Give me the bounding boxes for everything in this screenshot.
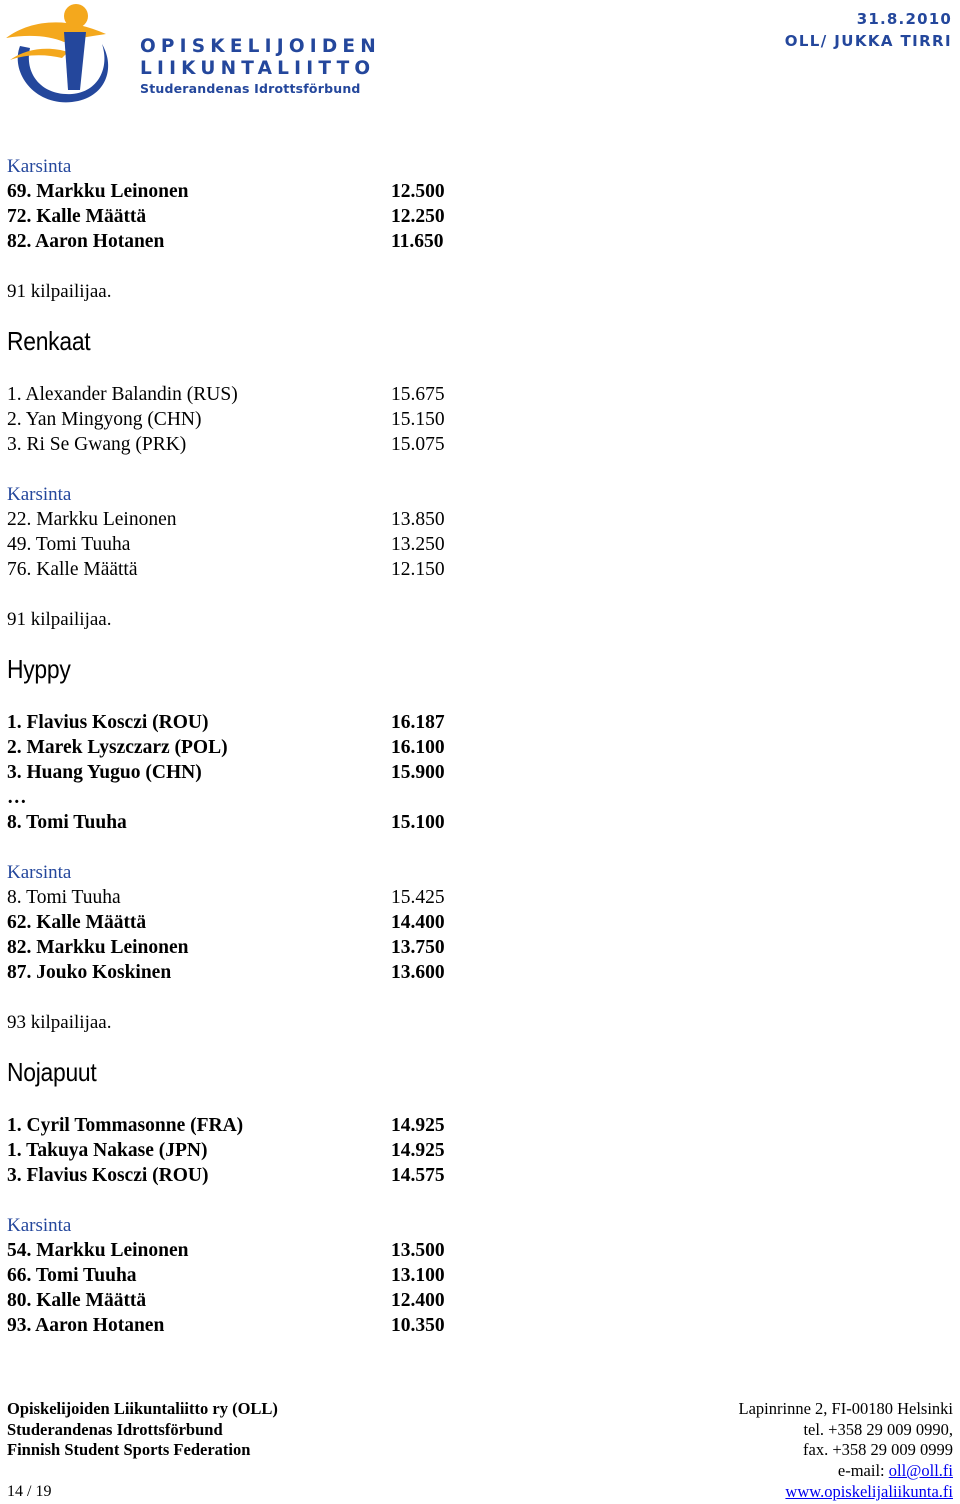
section-nojapuut: [7, 1058, 467, 1338]
result-row: 3. Flavius Kosczi (ROU) 14.575: [7, 1165, 445, 1186]
qualifying-label: Karsinta: [7, 1215, 72, 1236]
result-row: 8. Tomi Tuuha 15.425: [7, 887, 445, 908]
result-row: 1. Cyril Tommasonne (FRA) 14.925: [7, 1115, 445, 1136]
section-title: Hyppy: [7, 654, 71, 684]
section-previous: [7, 154, 467, 304]
qualifying-label: Karsinta: [7, 862, 72, 883]
oll-logo: [6, 2, 381, 106]
header-author: OLL/ JUKKA TIRRI: [784, 32, 952, 50]
result-row: 80. Kalle Määttä 12.400: [7, 1290, 445, 1311]
footer-address: Lapinrinne 2, FI-00180 Helsinki: [738, 1399, 953, 1418]
logo-line-1: OPISKELIJOIDEN: [140, 36, 381, 57]
result-row: 1. Alexander Balandin (RUS) 15.675: [7, 384, 445, 405]
result-row: 76. Kalle Määttä 12.150: [7, 559, 445, 580]
footer-email-line: [739, 1461, 953, 1482]
competitor-count: 93 kilpailijaa.: [7, 1012, 112, 1033]
section-hyppy: [7, 655, 467, 1035]
result-row: 62. Kalle Määttä 14.400: [7, 912, 445, 933]
result-row: 69. Markku Leinonen 12.500: [7, 181, 445, 202]
section-renkaat: [7, 327, 467, 632]
results-content: [7, 154, 467, 1338]
header-meta: [785, 9, 952, 52]
section-title: Nojapuut: [7, 1057, 97, 1087]
result-row: 82. Aaron Hotanen 11.650: [7, 231, 444, 252]
qualifying-label: Karsinta: [7, 156, 72, 177]
footer-org-line-1: Opiskelijoiden Liikuntaliitto ry (OLL): [7, 1399, 278, 1418]
result-row: 87. Jouko Koskinen 13.600: [7, 962, 445, 983]
result-row: 72. Kalle Määttä 12.250: [7, 206, 445, 227]
page-number: 14 / 19: [7, 1483, 52, 1500]
result-row: 66. Tomi Tuuha 13.100: [7, 1265, 445, 1286]
result-row: 1. Takuya Nakase (JPN) 14.925: [7, 1140, 445, 1161]
result-row: 2. Yan Mingyong (CHN) 15.150: [7, 409, 445, 430]
footer-contact: [739, 1399, 953, 1503]
footer-email-link[interactable]: oll@oll.fi: [888, 1461, 953, 1481]
result-row: 3. Ri Se Gwang (PRK) 15.075: [7, 434, 445, 455]
competitor-count: 91 kilpailijaa.: [7, 281, 112, 302]
section-title: Renkaat: [7, 326, 91, 356]
footer-org-line-3: Finnish Student Sports Federation: [7, 1440, 251, 1460]
oll-logo-icon: [6, 2, 136, 106]
footer-tel: tel. +358 29 009 0990,: [803, 1419, 953, 1439]
result-row: 22. Markku Leinonen 13.850: [7, 509, 445, 530]
footer-organization: [7, 1399, 278, 1461]
logo-line-3: Studerandenas Idrottsförbund: [140, 81, 361, 96]
result-row: 49. Tomi Tuuha 13.250: [7, 534, 445, 555]
result-row: 82. Markku Leinonen 13.750: [7, 937, 445, 958]
result-row: 93. Aaron Hotanen 10.350: [7, 1315, 445, 1336]
result-row: 8. Tomi Tuuha 15.100: [7, 812, 445, 833]
header-date: 31.8.2010: [856, 10, 952, 28]
result-row: 2. Marek Lyszczarz (POL) 16.100: [7, 737, 445, 758]
result-row: 54. Markku Leinonen 13.500: [7, 1240, 445, 1261]
qualifying-label: Karsinta: [7, 484, 72, 505]
competitor-count: 91 kilpailijaa.: [7, 609, 112, 630]
footer-website-link[interactable]: www.opiskelijaliikunta.fi: [785, 1481, 953, 1501]
ellipsis: …: [7, 787, 27, 808]
footer-org-line-2: Studerandenas Idrottsförbund: [7, 1419, 223, 1439]
logo-line-2: LIIKUNTALIITTO: [140, 58, 376, 79]
footer-fax: fax. +358 29 009 0999: [803, 1440, 953, 1460]
result-row: 3. Huang Yuguo (CHN) 15.900: [7, 762, 445, 783]
footer-email-prefix: e-mail:: [837, 1461, 889, 1481]
result-row: 1. Flavius Kosczi (ROU) 16.187: [7, 712, 445, 733]
